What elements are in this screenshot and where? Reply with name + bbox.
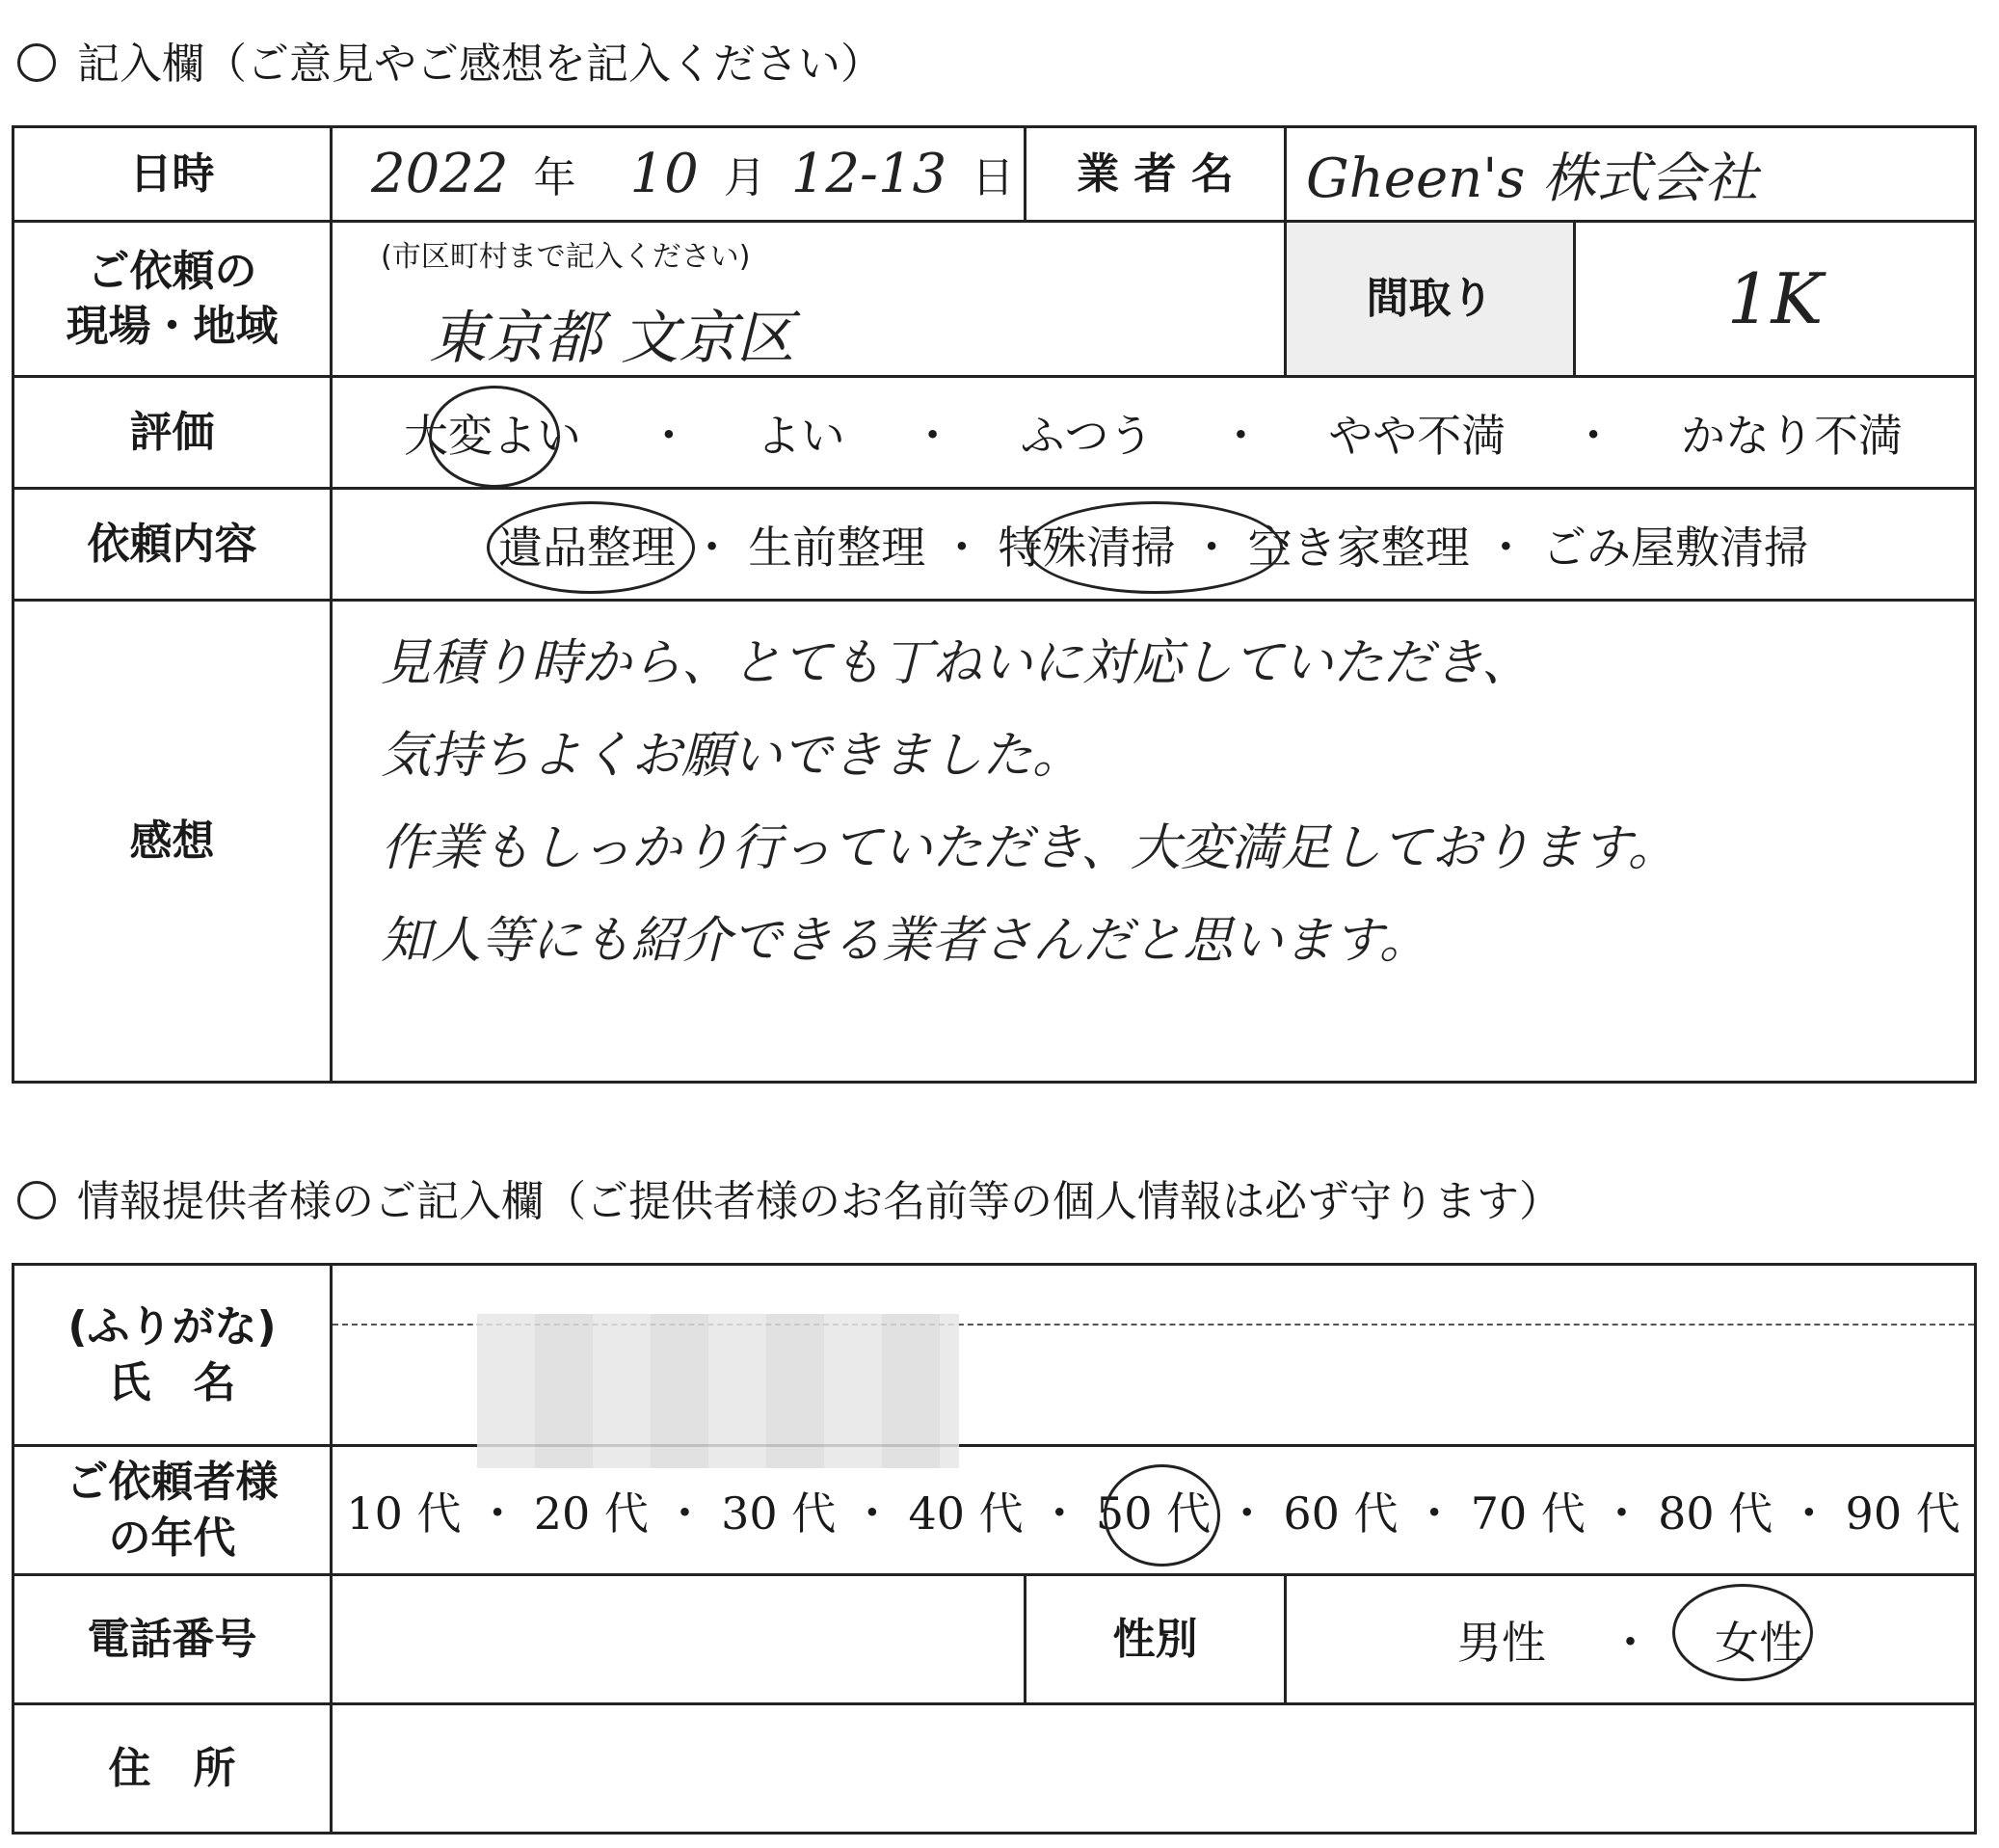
age-label: [13, 1446, 332, 1575]
section1-title: 記入欄（ご意見やご感想を記入ください）: [17, 29, 883, 91]
date-year-value: 2022: [371, 143, 509, 205]
site-label-line1: ご依頼の: [87, 246, 257, 296]
age-label-line2: の年代: [108, 1513, 236, 1563]
impression-line-3: 作業もしっかり行っていただき、大変満足しております。: [381, 819, 1678, 877]
gender-label: 性別: [1026, 1575, 1286, 1704]
rating-option-normal[interactable]: ふつう: [1020, 409, 1154, 462]
separator-dot: ・: [1786, 1486, 1831, 1540]
furigana-label: (ふりがな): [67, 1302, 277, 1353]
separator-dot: ・: [849, 1486, 894, 1540]
name-label: [13, 1265, 332, 1446]
request-option-hoarder-cleaning[interactable]: ごみ屋敷清掃: [1542, 521, 1808, 574]
age-option-40s[interactable]: 40 代: [908, 1486, 1024, 1540]
age-option-90s[interactable]: 90 代: [1845, 1486, 1960, 1540]
layout-value: 1K: [1726, 258, 1824, 339]
request-field: [332, 489, 1976, 601]
request-option-vacant-house-cleanup[interactable]: 空き家整理: [1247, 521, 1470, 574]
date-month-unit: 月: [723, 153, 766, 202]
circle-bullet-icon: [17, 1181, 56, 1219]
phone-label: 電話番号: [13, 1575, 332, 1704]
request-option-pre-death-cleanup[interactable]: 生前整理: [748, 521, 926, 574]
separator-dot: ・: [475, 1486, 520, 1540]
impression-label: 感想: [13, 601, 332, 1083]
request-options: [333, 513, 1974, 576]
rating-label: 評価: [13, 377, 332, 489]
separator-dot: ・: [662, 1486, 707, 1540]
separator-dot: ・: [939, 521, 984, 574]
section2-title: 情報提供者様のご記入欄（ご提供者様のお名前等の個人情報は必ず守ります）: [17, 1166, 1561, 1228]
company-value: Gheen's 株式会社: [1306, 147, 1759, 210]
phone-field[interactable]: [332, 1575, 1026, 1704]
request-label: 依頼内容: [13, 489, 332, 601]
rating-option-good[interactable]: よい: [756, 409, 845, 462]
separator-dot: ・: [1412, 1486, 1457, 1540]
age-option-20s[interactable]: 20 代: [533, 1486, 649, 1540]
layout-field[interactable]: [1575, 222, 1976, 377]
separator-dot: ・: [1571, 409, 1616, 462]
site-note: (市区町村まで記入ください): [381, 240, 751, 274]
site-value: 東京都 文京区: [429, 305, 795, 372]
address-label: 住 所: [13, 1704, 332, 1834]
provider-form-table: [12, 1263, 1977, 1835]
separator-dot: ・: [1599, 1486, 1644, 1540]
age-option-30s[interactable]: 30 代: [721, 1486, 837, 1540]
impression-line-4: 知人等にも紹介できる業者さんだと思います。: [381, 912, 1429, 970]
age-label-line1: ご依頼者様: [66, 1458, 279, 1508]
separator-dot: ・: [910, 409, 955, 462]
rating-option-somewhat-unsatisfied[interactable]: やや不満: [1328, 409, 1506, 462]
age-option-70s[interactable]: 70 代: [1470, 1486, 1586, 1540]
impression-line-2: 気持ちよくお願いできました。: [381, 727, 1083, 785]
rating-field: [332, 377, 1976, 489]
feedback-form-table: [12, 125, 1977, 1084]
separator-dot: ・: [1189, 521, 1235, 574]
date-year-unit: 年: [533, 153, 576, 202]
gender-field: [1286, 1575, 1976, 1704]
name-field[interactable]: [332, 1265, 1976, 1446]
age-option-10s[interactable]: 10 代: [346, 1486, 462, 1540]
separator-dot: ・: [1224, 1486, 1269, 1540]
company-label: 業 者 名: [1026, 127, 1286, 222]
separator-dot: ・: [1218, 409, 1264, 462]
date-day-unit: 日: [972, 153, 1015, 202]
gender-option-female[interactable]: 女性: [1715, 1616, 1804, 1669]
separator-dot: ・: [1037, 1486, 1082, 1540]
date-field[interactable]: [332, 127, 1026, 222]
site-label: [13, 222, 332, 377]
address-field[interactable]: [332, 1704, 1976, 1834]
age-options: [333, 1479, 1974, 1542]
date-label: 日時: [13, 127, 332, 222]
layout-label: 間取り: [1286, 222, 1575, 377]
name-label-text: 氏 名: [108, 1357, 236, 1407]
gender-option-male[interactable]: 男性: [1456, 1616, 1546, 1669]
rating-options: [333, 401, 1974, 465]
age-field: [332, 1446, 1976, 1575]
rating-option-very-good[interactable]: 大変よい: [403, 409, 581, 462]
circle-bullet-icon: [17, 43, 56, 82]
rating-option-very-unsatisfied[interactable]: かなり不満: [1680, 409, 1903, 462]
age-option-50s[interactable]: 50 代: [1095, 1486, 1212, 1540]
date-day-value: 12-13: [790, 143, 947, 205]
age-option-80s[interactable]: 80 代: [1658, 1486, 1773, 1540]
impression-field[interactable]: [332, 601, 1976, 1083]
separator-dot: ・: [1483, 521, 1529, 574]
request-option-special-cleaning[interactable]: 特殊清掃: [998, 521, 1176, 574]
separator-dot: ・: [646, 409, 691, 462]
site-field[interactable]: [332, 222, 1286, 377]
date-month-value: 10: [629, 143, 699, 205]
request-option-estate-cleanup[interactable]: 遺品整理: [498, 521, 676, 574]
site-label-line2: 現場・地域: [66, 302, 279, 351]
company-field[interactable]: [1286, 127, 1976, 222]
impression-line-1: 見積り時から、とても丁ねいに対応していただき、: [381, 634, 1532, 692]
separator-dot: ・: [689, 521, 734, 574]
separator-dot: ・: [1608, 1616, 1653, 1669]
age-option-60s[interactable]: 60 代: [1283, 1486, 1399, 1540]
